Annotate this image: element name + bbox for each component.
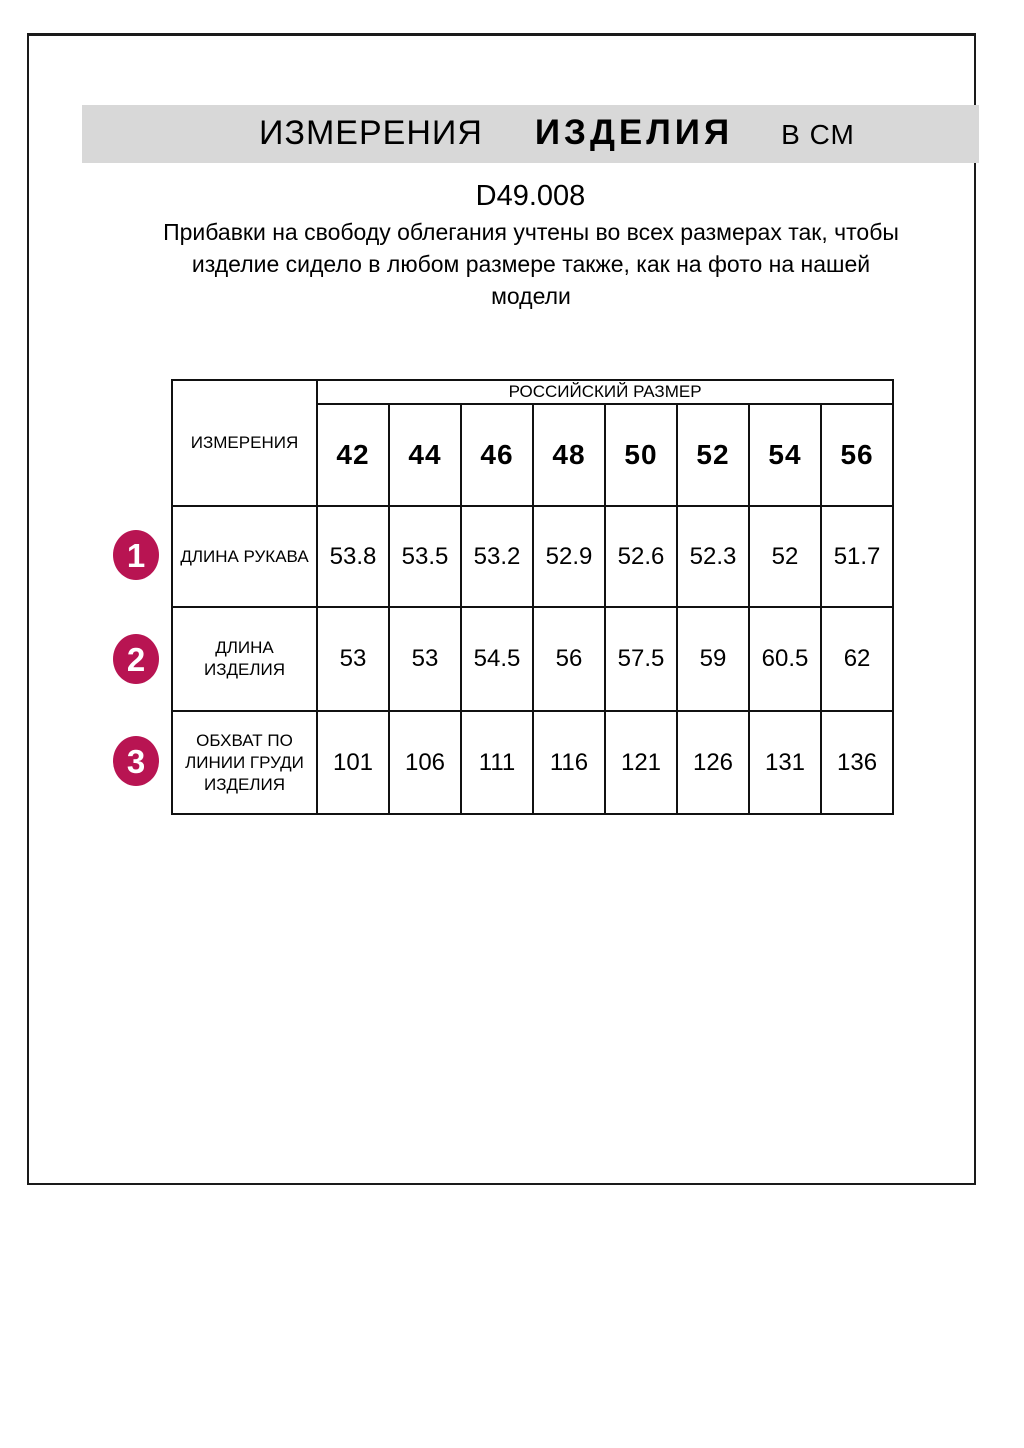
fit-description [141,216,921,312]
value-cell: 53.5 [389,506,461,607]
size-header: 50 [605,404,677,506]
value-cell: 53 [317,607,389,711]
size-header: 52 [677,404,749,506]
value-cell: 52 [749,506,821,607]
title-word-product: ИЗДЕЛИЯ [534,113,734,152]
table-row-sleeve-length [172,506,893,607]
table-row-chest-girth [172,711,893,814]
row-number-badge-2: 2 [113,634,159,684]
value-cell: 121 [605,711,677,814]
fit-description-line: модели [491,283,571,309]
value-cell: 126 [677,711,749,814]
value-cell: 111 [461,711,533,814]
table-row-product-length [172,607,893,711]
fit-description-line: Прибавки на свободу облегания учтены во всех размерах так, чтобы [163,219,899,245]
size-header: 56 [821,404,893,506]
value-cell: 52.3 [677,506,749,607]
measurements-header-cell: ИЗМЕРЕНИЯ [172,380,317,506]
value-cell: 116 [533,711,605,814]
size-header: 46 [461,404,533,506]
size-table-container [171,379,894,815]
value-cell: 52.6 [605,506,677,607]
row-label: ОБХВАТ ПО ЛИНИИ ГРУДИ ИЗДЕЛИЯ [172,711,317,814]
value-cell: 56 [533,607,605,711]
size-header: 48 [533,404,605,506]
value-cell: 53.8 [317,506,389,607]
value-cell: 106 [389,711,461,814]
article-code: D49.008 [475,180,586,212]
title-bar [82,105,979,163]
value-cell: 52.9 [533,506,605,607]
size-header: 42 [317,404,389,506]
row-number-badge-1: 1 [113,530,159,580]
value-cell: 60.5 [749,607,821,711]
row-number-badge-3: 3 [113,736,159,786]
value-cell: 101 [317,711,389,814]
value-cell: 62 [821,607,893,711]
title-word-measurements: ИЗМЕРЕНИЯ [259,114,483,152]
value-cell: 57.5 [605,607,677,711]
value-cell: 54.5 [461,607,533,711]
russian-size-header-cell: РОССИЙСКИЙ РАЗМЕР [317,380,893,404]
value-cell: 53.2 [461,506,533,607]
fit-description-line: изделие сидело в любом размере также, как на фото на нашей [191,251,871,277]
value-cell: 136 [821,711,893,814]
value-cell: 131 [749,711,821,814]
size-header: 44 [389,404,461,506]
value-cell: 59 [677,607,749,711]
value-cell: 53 [389,607,461,711]
size-header: 54 [749,404,821,506]
page-border [27,33,976,1185]
size-table [171,379,894,815]
title-unit-cm: В СМ [781,119,855,150]
row-label: ДЛИНА РУКАВА [172,506,317,607]
value-cell: 51.7 [821,506,893,607]
row-label: ДЛИНА ИЗДЕЛИЯ [172,607,317,711]
